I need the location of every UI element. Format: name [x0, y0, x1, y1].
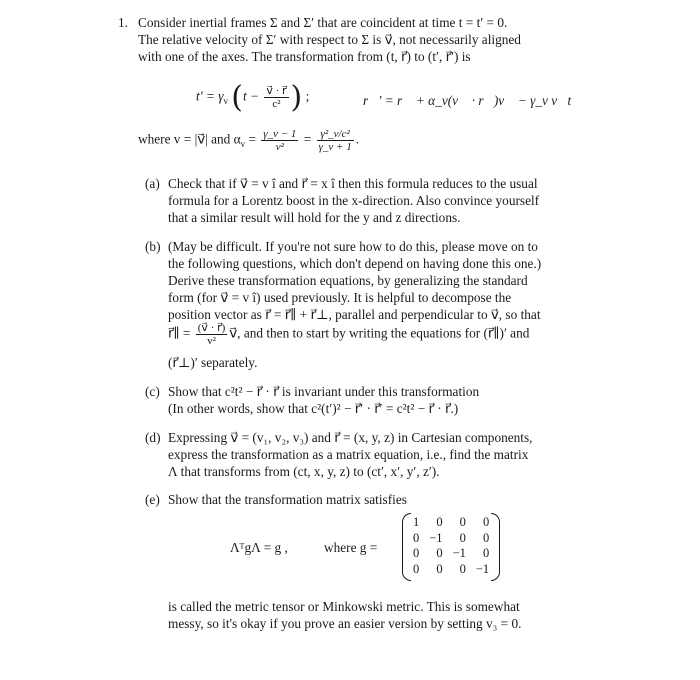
problem-number: 1.	[118, 15, 128, 30]
matrix-bracket-right	[491, 513, 500, 581]
eq-time-lhs: t′ = γ	[196, 88, 224, 104]
eq-time-t-minus: t −	[243, 88, 260, 104]
part-b-line-3: Derive these transformation equations, by generalizing the standard	[168, 273, 528, 288]
metric-matrix	[408, 515, 494, 577]
where-end: .	[355, 131, 360, 147]
part-b-label: (b)	[145, 239, 161, 254]
matrix-cell: 0	[436, 561, 443, 576]
metric-matrix-table	[408, 515, 494, 577]
eq-time-frac-num: v⃗ · r⃗	[266, 85, 287, 97]
alpha-fraction-2	[317, 128, 354, 153]
part-b-line-2: the following questions, which don't depend on having done this one.)	[168, 256, 542, 271]
alpha-f2-num: γ²_v/c²	[317, 128, 354, 141]
part-b-fraction-line	[168, 322, 529, 347]
matrix-cell: 1	[413, 515, 420, 529]
part-b-line-4: form (for v⃗ = v î) used previously. It is helpful to decompose the	[168, 290, 512, 305]
metric-where: where g =	[324, 540, 378, 555]
alpha-f1-den: v²	[275, 141, 284, 153]
intro-line-2: The relative velocity of Σ′ with respect to Σ is v⃗, not necessarily aligned	[138, 32, 521, 47]
alpha-fraction-1	[261, 128, 298, 153]
matrix-row	[408, 546, 494, 562]
matrix-cell: −1	[475, 561, 490, 576]
part-a-line-3: that a similar result will hold for the y and z directions.	[168, 210, 461, 225]
part-c-label: (c)	[145, 384, 160, 399]
where-prefix: where v = |v⃗| and α	[138, 131, 241, 147]
equation-space: r⃗′ = r⃗ + α_v(v⃗ · r⃗)v⃗ − γ_v v⃗t	[363, 93, 572, 108]
where-eq2: =	[303, 131, 312, 147]
part-a-line-2: formula for a Lorentz boost in the x-direction. Also convince yourself	[168, 193, 540, 208]
part-d-line-2: express the transformation as a matrix equation, i.e., find the matrix	[168, 447, 529, 462]
eq-time-frac-den: c²	[272, 98, 281, 110]
matrix-row	[408, 562, 494, 578]
problem-page	[8, 8, 686, 672]
matrix-cell: 0	[482, 546, 490, 560]
eq-time-paren-close: )	[290, 80, 303, 115]
where-line	[138, 128, 359, 153]
part-e-line: Show that the transformation matrix satisfies	[168, 492, 407, 507]
alpha-f1-num: γ_v − 1	[263, 128, 297, 140]
part-e-after-2: messy, so it's okay if you prove an easier version by setting v₃ = 0.	[168, 616, 522, 631]
part-a-line-1: Check that if v⃗ = v î and r⃗ = x î then this formula reduces to the usual	[168, 176, 538, 191]
where-eq1: =	[248, 131, 256, 147]
part-e-after-1: is called the metric tensor or Minkowski metric. This is somewhat	[168, 599, 520, 614]
matrix-cell: 0	[482, 515, 490, 529]
part-b-frac-num: (v⃗ · r⃗)	[197, 322, 226, 334]
eq-time-paren-open: (	[231, 80, 244, 115]
part-c-line-2: (In other words, show that c²(t′)² − r⃗′ · r⃗′ = c²t² − r⃗ · r⃗.)	[168, 401, 459, 416]
intro-line-1: Consider inertial frames Σ and Σ′ that are coincident at time t = t′ = 0.	[138, 15, 508, 30]
part-d-label: (d)	[145, 430, 161, 445]
metric-equation-lhs: ΛᵀgΛ = g ,	[230, 540, 288, 555]
part-b-line-5: position vector as r⃗ = r⃗∥ + r⃗⊥, parallel and perpendicular to v⃗, so that	[168, 307, 541, 322]
part-b-frac-rest: v⃗, and then to start by writing the equations for (r⃗∥)′ and	[229, 325, 530, 341]
where-sub: v	[240, 139, 246, 150]
part-a-label: (a)	[145, 176, 160, 191]
alpha-f2-den: γ_v + 1	[318, 141, 352, 153]
part-b-frac-lhs: r⃗∥ =	[168, 325, 191, 341]
matrix-cell: 0	[413, 530, 420, 545]
part-d-line-1: Expressing v⃗ = (v₁, v₂, v₃) and r⃗ = (x, y, z) in Cartesian components,	[168, 430, 533, 445]
matrix-cell: −1	[452, 546, 466, 560]
part-b-fraction	[196, 322, 228, 347]
matrix-row	[408, 515, 494, 531]
equation-time	[196, 80, 309, 115]
matrix-cell: 0	[482, 530, 490, 545]
part-b-line-1: (May be difficult. If you're not sure how to do this, please move on to	[168, 239, 538, 254]
matrix-cell: 0	[413, 561, 420, 576]
part-c-line-1: Show that c²t² − r⃗ · r⃗ is invariant under this transformation	[168, 384, 480, 399]
eq-time-separator: ;	[305, 88, 310, 104]
matrix-cell: 0	[459, 515, 466, 529]
matrix-cell: −1	[429, 530, 443, 545]
part-e-label: (e)	[145, 492, 160, 507]
part-d-line-3: Λ that transforms from (ct, x, y, z) to (ct′, x′, y′, z′).	[168, 464, 440, 479]
matrix-cell: 0	[459, 561, 466, 576]
eq-time-fraction	[264, 85, 288, 110]
part-b-frac-den: v²	[207, 335, 216, 347]
matrix-cell: 0	[436, 515, 443, 529]
matrix-cell: 0	[436, 546, 443, 560]
intro-line-3: with one of the axes. The transformation from (t, r⃗) to (t′, r⃗′) is	[138, 49, 471, 64]
matrix-cell: 0	[459, 530, 466, 545]
matrix-cell: 0	[413, 546, 420, 560]
part-b-last: (r⃗⊥)′ separately.	[168, 355, 258, 370]
eq-time-sub: v	[223, 96, 228, 107]
matrix-bracket-left	[402, 513, 411, 581]
matrix-row	[408, 531, 494, 547]
